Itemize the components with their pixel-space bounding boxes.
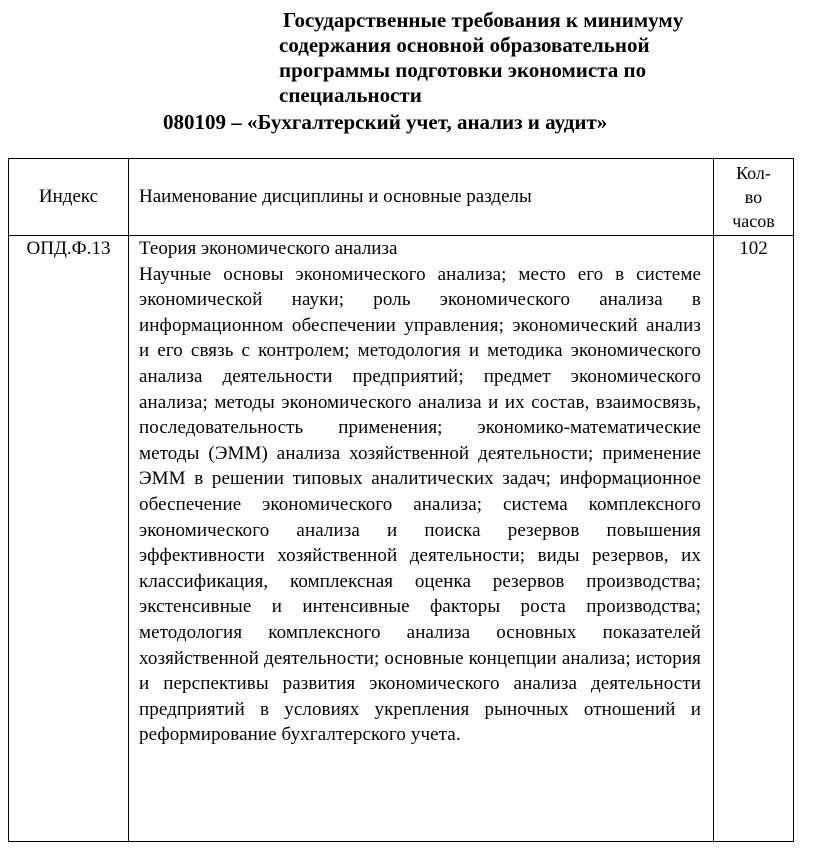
table-header-row bbox=[9, 159, 794, 236]
column-header-hours bbox=[714, 159, 794, 236]
table-row bbox=[9, 236, 794, 842]
column-header-index: Индекс bbox=[9, 159, 129, 236]
discipline-index: ОПД.Ф.13 bbox=[9, 236, 129, 842]
title-line-4: специальности bbox=[279, 83, 422, 107]
document-title bbox=[279, 8, 739, 108]
discipline-title: Теория экономического анализа bbox=[139, 238, 398, 259]
column-header-name: Наименование дисциплины и основные разделы bbox=[129, 159, 714, 236]
specialty-code-title: 080109 – «Бухгалтерский учет, анализ и аудит» bbox=[163, 110, 608, 134]
discipline-hours: 102 bbox=[714, 236, 794, 842]
discipline-table bbox=[8, 158, 794, 842]
discipline-description: Научные основы экономического анализа; место его в системе экономической науки; роль экономического анализа в информационном обеспечении управления; экономический анализ и его связь с контролем; методология и методика экономического анализа деятельности предприятий; предмет экономического анализа; методы экономического анализа и их состав, взаимосвязь, последовательность применения; экономико-математические методы (ЭММ) анализа хозяйственной деятельности; применение ЭММ в решении типовых аналитических задач; информационное обеспечение экономического анализа; система комплексного экономического анализа и поиска резервов повышения эффективности хозяйственной деятельности; виды резервов, их классификация, комплексная оценка резервов производства; экстенсивные и интенсивные факторы роста производства; методология комплексного анализа основных показателей хозяйственной деятельности; основные концепции анализа; история и перспективы развития экономического анализа деятельности предприятий в условиях укрепления рыночных отношений и реформирование бухгалтерского учета. bbox=[139, 263, 701, 746]
hours-header-line-1: Кол- bbox=[736, 163, 771, 183]
title-line-3: программы подготовки экономиста по bbox=[279, 58, 647, 82]
title-line-1: Государственные требования к минимуму bbox=[283, 8, 684, 32]
hours-header-line-2: во bbox=[744, 187, 763, 207]
title-line-2: содержания основной образовательной bbox=[279, 33, 650, 57]
discipline-content bbox=[129, 236, 714, 842]
hours-header-line-3: часов bbox=[732, 211, 775, 231]
